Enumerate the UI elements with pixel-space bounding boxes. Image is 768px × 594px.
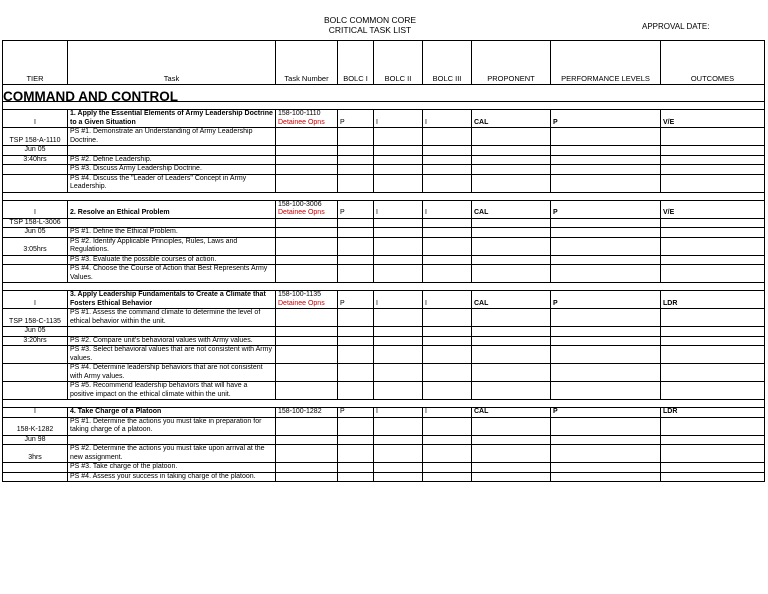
subtask-text: PS #2. Compare unit's behavioral values with Army values.	[68, 336, 276, 346]
column-header: PROPONENT	[472, 41, 551, 85]
critical-task-table	[2, 40, 765, 482]
subtask-text: PS #4. Assess your success in taking charge of the platoon.	[68, 472, 276, 482]
proponent-cell: CAL	[472, 408, 551, 418]
subtask-row	[3, 327, 765, 337]
task-number-note: Detainee Opns	[278, 118, 325, 126]
hours-cell: 3:20hrs	[3, 336, 68, 346]
subtask-text: PS #2. Identify Applicable Principles, Rules, Laws and Regulations.	[68, 237, 276, 255]
bolc2-cell: I	[374, 110, 423, 128]
bolc1-cell: P	[338, 291, 374, 309]
proponent-cell: CAL	[472, 110, 551, 128]
column-header: PERFORMANCE LEVELS	[551, 41, 661, 85]
subtask-text: PS #4. Determine leadership behaviors that are not consistent with Army values.	[68, 364, 276, 382]
section-title: COMMAND AND CONTROL	[3, 85, 765, 102]
subtask-row	[3, 237, 765, 255]
document-title: BOLC COMMON CORE	[323, 15, 417, 25]
proponent-cell: CAL	[472, 291, 551, 309]
outcome-cell: LDR	[661, 291, 765, 309]
subtask-row	[3, 228, 765, 238]
tsp-cell: TSP 158-L-3006	[3, 218, 68, 228]
subtask-text: PS #1. Define the Ethical Problem.	[68, 228, 276, 238]
subtask-row	[3, 364, 765, 382]
column-header: BOLC II	[374, 41, 423, 85]
section-row	[3, 85, 765, 102]
bolc3-cell: I	[423, 200, 472, 218]
subtask-text: PS #4. Discuss the "Leader of Leaders" Concept in Army Leadership.	[68, 174, 276, 192]
column-header-row	[3, 41, 765, 85]
tier-cell: I	[3, 408, 68, 418]
subtask-row	[3, 165, 765, 175]
column-header: TIER	[3, 41, 68, 85]
performance-cell: P	[551, 200, 661, 218]
task-row	[3, 200, 765, 218]
bolc1-cell: P	[338, 110, 374, 128]
task-number-cell	[276, 200, 338, 218]
tier-cell: I	[3, 110, 68, 128]
subtask-text	[68, 327, 276, 337]
performance-cell: P	[551, 408, 661, 418]
proponent-cell: CAL	[472, 200, 551, 218]
bolc1-cell: P	[338, 408, 374, 418]
subtask-row	[3, 255, 765, 265]
column-header: OUTCOMES	[661, 41, 765, 85]
task-row	[3, 408, 765, 418]
subtask-row	[3, 309, 765, 327]
subtask-row	[3, 472, 765, 482]
subtask-row	[3, 265, 765, 283]
column-header: Task	[68, 41, 276, 85]
subtask-row	[3, 128, 765, 146]
task-title: 2. Resolve an Ethical Problem	[68, 200, 276, 218]
subtask-text: PS #1. Assess the command climate to determine the level of ethical behavior within the unit.	[68, 309, 276, 327]
subtask-row	[3, 435, 765, 445]
bolc3-cell: I	[423, 408, 472, 418]
date-cell: Jun 05	[3, 327, 68, 337]
subtask-row	[3, 463, 765, 473]
tier-cell: I	[3, 200, 68, 218]
subtask-row	[3, 445, 765, 463]
subtask-row	[3, 218, 765, 228]
hours-cell: 3:40hrs	[3, 155, 68, 165]
task-row	[3, 291, 765, 309]
subtask-text: PS #3. Evaluate the possible courses of action.	[68, 255, 276, 265]
bolc3-cell: I	[423, 110, 472, 128]
task-number: 158-100-3006	[278, 200, 322, 208]
bolc1-cell: P	[338, 200, 374, 218]
bolc2-cell: I	[374, 408, 423, 418]
approval-date-label: APPROVAL DATE:	[642, 22, 710, 31]
subtask-row	[3, 146, 765, 156]
column-header: BOLC III	[423, 41, 472, 85]
task-title: 1. Apply the Essential Elements of Army Leadership Doctrine to a Given Situation	[68, 110, 276, 128]
subtask-text: PS #3. Take charge of the platoon.	[68, 463, 276, 473]
date-cell: Jun 05	[3, 228, 68, 238]
subtask-row	[3, 336, 765, 346]
column-header: BOLC I	[338, 41, 374, 85]
column-header: Task Number	[276, 41, 338, 85]
task-number-cell	[276, 291, 338, 309]
task-number: 158-100-1135	[278, 291, 322, 298]
subtask-text: PS #1. Demonstrate an Understanding of Army Leadership Doctrine.	[68, 128, 276, 146]
tsp-cell: 158-K-1282	[3, 417, 68, 435]
subtask-text: PS #3. Select behavioral values that are not consistent with Army values.	[68, 346, 276, 364]
task-title: 4. Take Charge of a Platoon	[68, 408, 276, 418]
bolc2-cell: I	[374, 291, 423, 309]
subtask-text: PS #2. Define Leadership.	[68, 155, 276, 165]
performance-cell: P	[551, 110, 661, 128]
subtask-row	[3, 155, 765, 165]
tsp-cell: TSP 158-A-1110	[3, 128, 68, 146]
document-subtitle: CRITICAL TASK LIST	[328, 25, 412, 35]
subtask-text: PS #5. Recommend leadership behaviors that will have a positive impact on the ethical climate within the unit.	[68, 382, 276, 400]
hours-cell: 3:05hrs	[3, 237, 68, 255]
performance-cell: P	[551, 291, 661, 309]
bolc2-cell: I	[374, 200, 423, 218]
outcome-cell: LDR	[661, 408, 765, 418]
task-row	[3, 110, 765, 128]
hours-cell: 3hrs	[3, 445, 68, 463]
subtask-row	[3, 417, 765, 435]
task-title: 3. Apply Leadership Fundamentals to Create a Climate that Fosters Ethical Behavior	[68, 291, 276, 309]
bolc3-cell: I	[423, 291, 472, 309]
task-number-note: Detainee Opns	[278, 299, 325, 307]
subtask-text: PS #1. Determine the actions you must take in preparation for taking charge of a platoon.	[68, 417, 276, 435]
date-cell: Jun 98	[3, 435, 68, 445]
task-number: 158-100-1110	[278, 110, 321, 117]
tsp-cell: TSP 158-C-1135	[3, 309, 68, 327]
subtask-text	[68, 435, 276, 445]
task-number-note: Detainee Opns	[278, 209, 325, 216]
outcome-cell: V/E	[661, 110, 765, 128]
outcome-cell: V/E	[661, 200, 765, 218]
subtask-text: PS #4. Choose the Course of Action that Best Represents Army Values.	[68, 265, 276, 283]
task-number: 158-100-1282	[276, 408, 338, 418]
subtask-text: PS #3. Discuss Army Leadership Doctrine.	[68, 165, 276, 175]
task-number-cell	[276, 110, 338, 128]
subtask-text	[68, 146, 276, 156]
subtask-row	[3, 174, 765, 192]
subtask-row	[3, 346, 765, 364]
subtask-text: PS #2. Determine the actions you must take upon arrival at the new assignment.	[68, 445, 276, 463]
date-cell: Jun 05	[3, 146, 68, 156]
subtask-text	[68, 218, 276, 228]
subtask-row	[3, 382, 765, 400]
tier-cell: I	[3, 291, 68, 309]
